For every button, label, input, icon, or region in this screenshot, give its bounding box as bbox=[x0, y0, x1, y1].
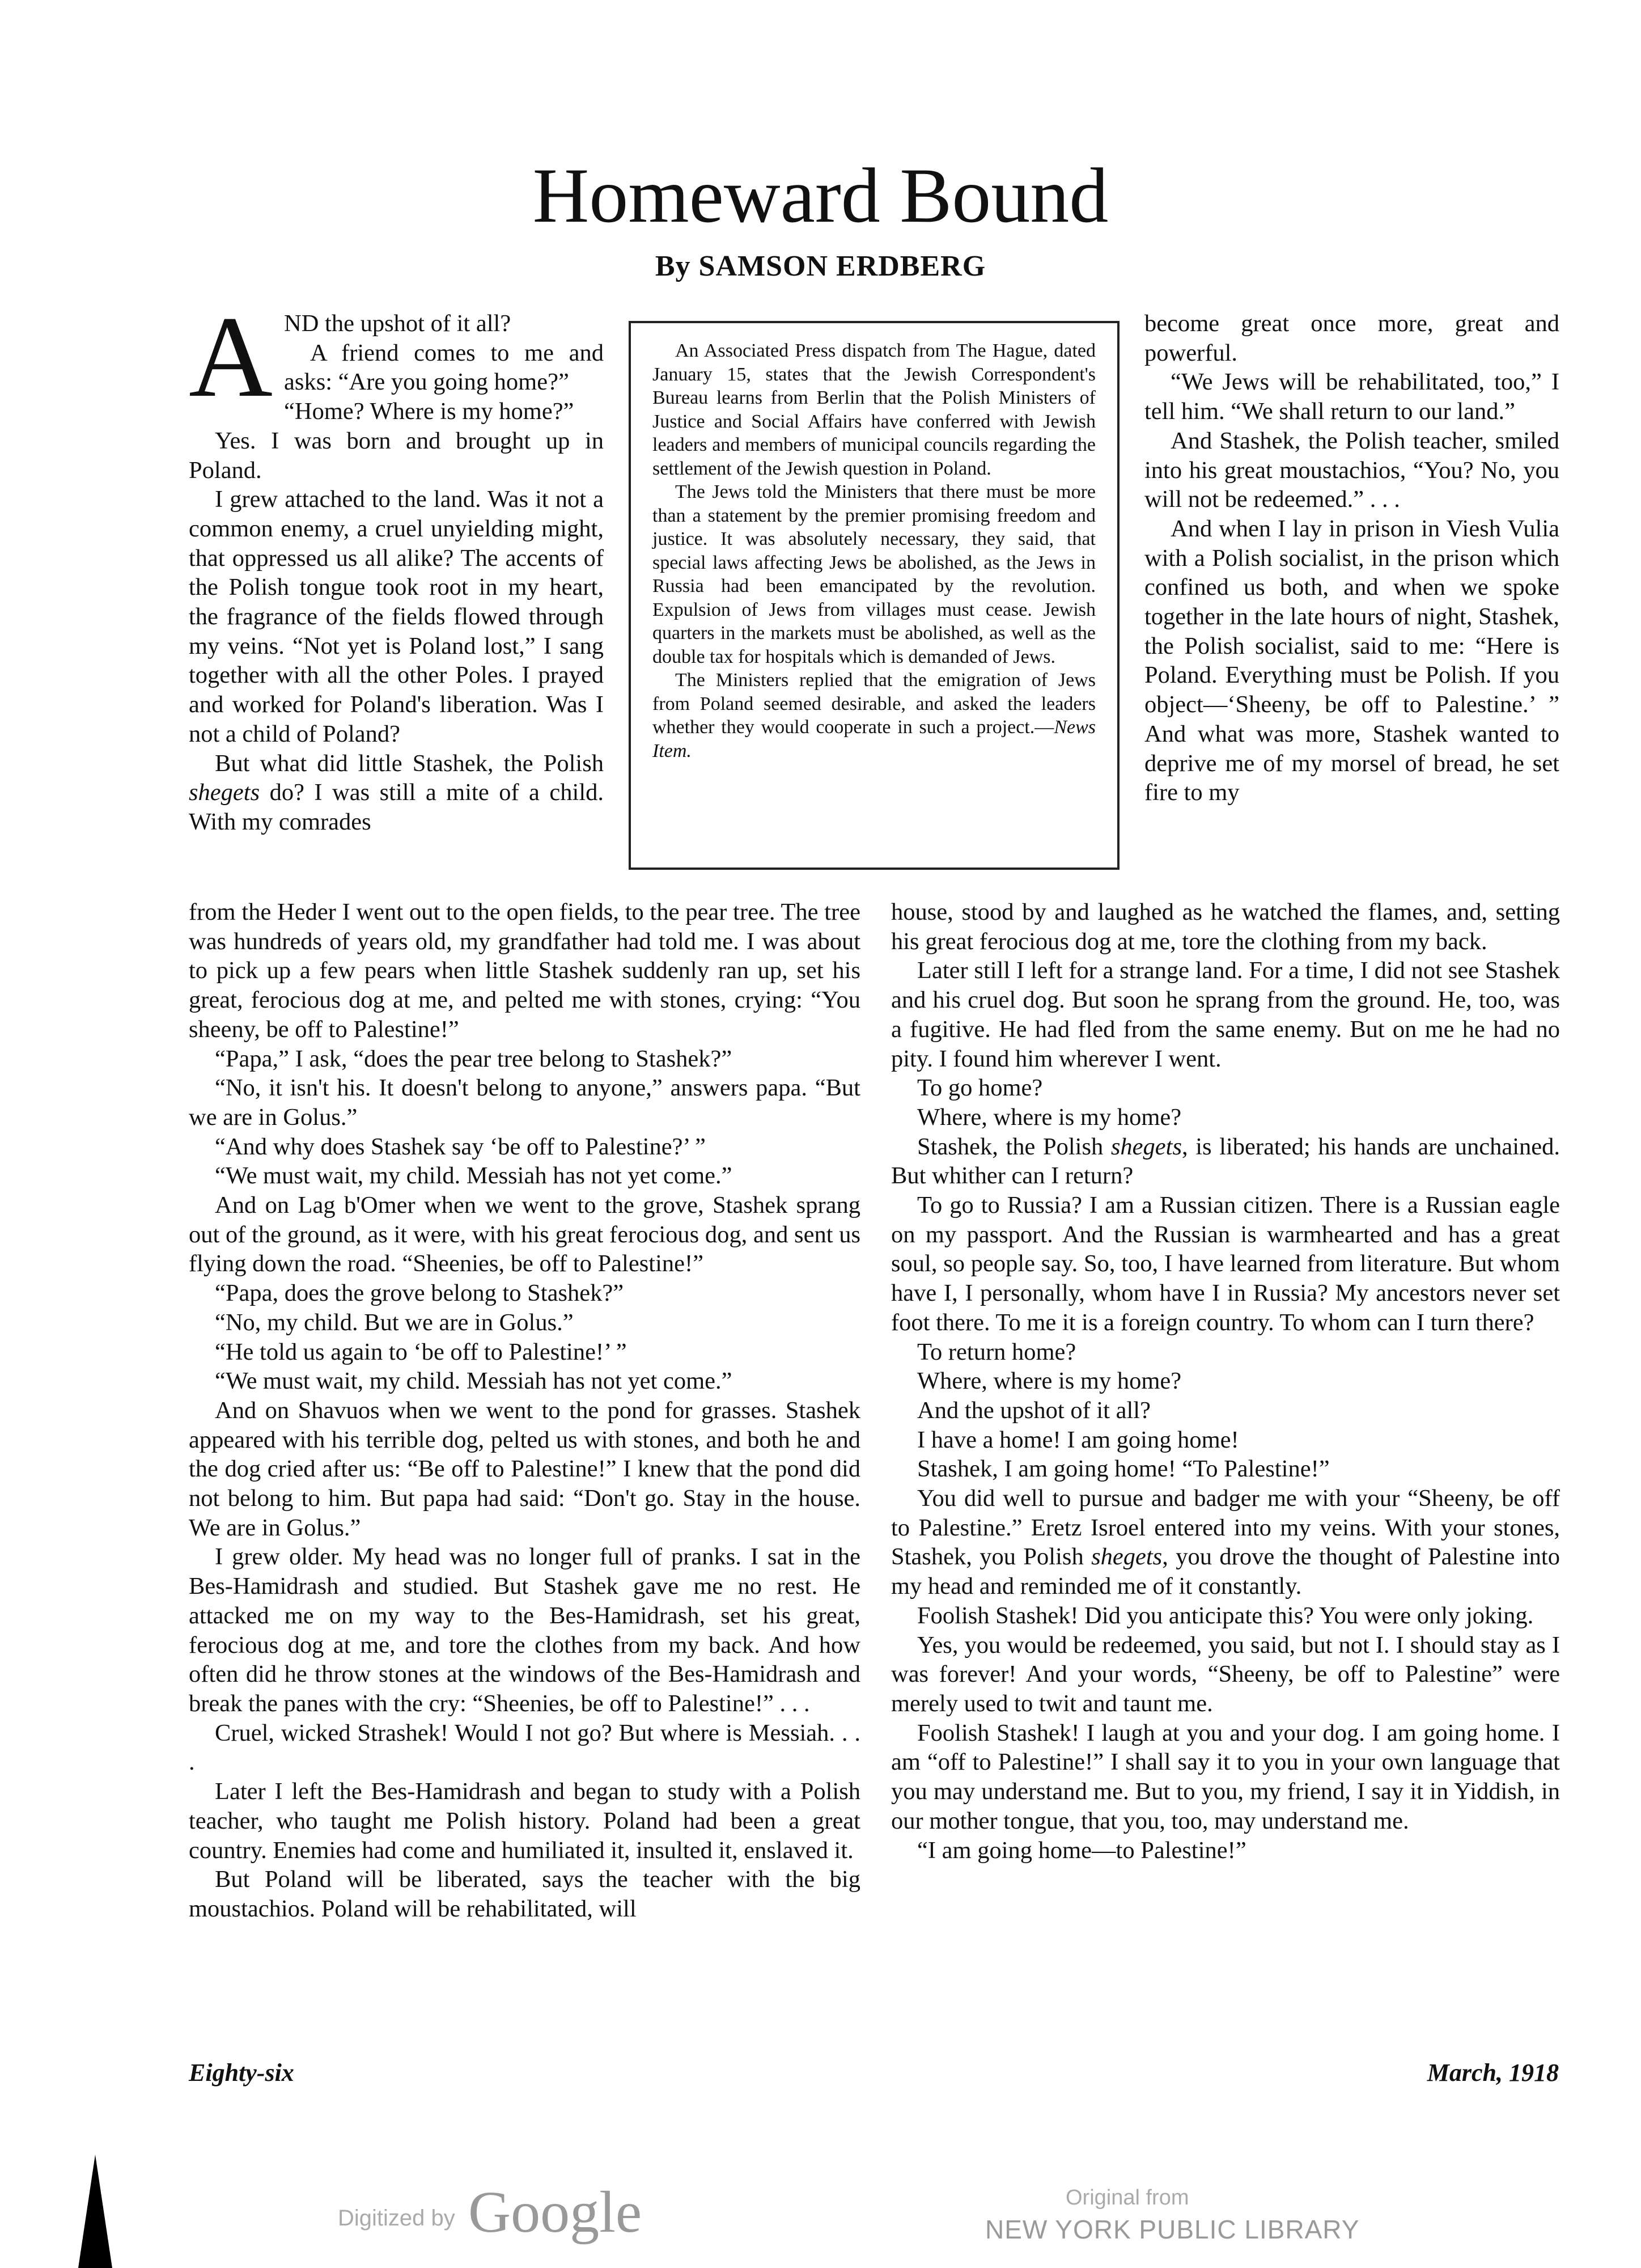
paragraph: “I am going home—to Palestine!” bbox=[917, 1837, 1246, 1864]
paragraph: I grew older. My head was no longer full of pranks. I sat in the Bes-Hamidrash and studied. But Stashek gave me no rest. He attacked me on my way to the Bes-Hamidrash, set his great, ferocious dog at me, and tore the clothes from my back. And how often did he throw stones at the windows of the Bes-Hamidrash and break the panes with the cry: “Sheenies, be off to Palestine!” . . . bbox=[189, 1543, 860, 1717]
scan-artifact bbox=[78, 2155, 112, 2268]
paragraph-text: do? I was still a mite of a child. With my comrades bbox=[189, 779, 604, 835]
paragraph: Foolish Stashek! Did you anticipate this? You were only joking. bbox=[917, 1602, 1534, 1629]
news-text: The Ministers replied that the emigration of Jews from Poland seemed desirable, and asked the leaders whether they would cooperate in such a project.— bbox=[652, 670, 1096, 738]
paragraph bbox=[891, 1132, 1560, 1191]
paragraph bbox=[189, 749, 604, 837]
paragraph: Later I left the Bes-Hamidrash and began to study with a Polish teacher, who taught me Polish history. Poland had been a great country. Enemies had come and humiliated it, insulted it, enslaved it. bbox=[189, 1778, 860, 1864]
paragraph: To go home? bbox=[917, 1074, 1043, 1102]
digitized-label: Digitized by bbox=[338, 2206, 455, 2231]
paragraph: Later still I left for a strange land. For a time, I did not see Stashek and his cruel dog. But soon he sprang from the ground. He, too, was a fugitive. He had fled from the same enemy. But on me he had no pity. I found him wherever I went. bbox=[891, 957, 1560, 1072]
paragraph: But Poland will be liberated, says the teacher with the big moustachios. Poland will be rehabilitated, will bbox=[189, 1866, 860, 1922]
paragraph: “And why does Stashek say ‘be off to Palestine?’ ” bbox=[215, 1133, 706, 1160]
italic-word: shegets bbox=[189, 779, 260, 806]
paragraph-text: ND the upshot of it all? bbox=[284, 310, 511, 337]
paragraph-text: You did well to pursue and badger me with your “Sheeny, be off to Palestine.” Eretz Isroel entered into my veins. With your stones, Stashek, you Polish bbox=[891, 1485, 1560, 1571]
paragraph: “Papa,” I ask, “does the pear tree belong to Stashek?” bbox=[215, 1045, 732, 1072]
news-paragraph: An Associated Press dispatch from The Hague, dated January 15, states that the Jewish Correspondent's Bureau learns from Berlin that the Polish Ministers of Justice and Social Affairs have conferred with Jewish leaders and members of municipal councils regarding the settlement of the Jewish question in Poland. bbox=[652, 340, 1096, 479]
paragraph: Where, where is my home? bbox=[917, 1368, 1182, 1395]
drop-cap: A bbox=[189, 293, 273, 421]
paragraph-text: , you drove the thought of Palestine into my head and reminded me of it constantly. bbox=[891, 1543, 1560, 1600]
paragraph: To return home? bbox=[917, 1338, 1076, 1365]
paragraph: become great once more, great and powerful. bbox=[1144, 310, 1559, 366]
paragraph: Yes, you would be redeemed, you said, but not I. I should stay as I was forever! And your words, “Sheeny, be off to Palestine” were merely used to twit and taunt me. bbox=[891, 1631, 1560, 1717]
paragraph: “Home? Where is my home?” bbox=[284, 398, 574, 425]
paragraph: Stashek, I am going home! “To Palestine!” bbox=[917, 1455, 1330, 1483]
paragraph-text: But what did little Stashek, the Polish bbox=[215, 750, 604, 777]
left-column-top bbox=[189, 293, 604, 837]
news-paragraph: The Jews told the Ministers that there must be more than a statement by the premier promising freedom and justice. It was absolutely necessary, they said, that special laws affecting Jews be abolished, as the Jews in Russia had been emancipated by the revolution. Expulsion of Jews from villages must cease. Jewish quarters in the markets must be abolished, as well as the double tax for hospitals which is demanded of Jews. bbox=[652, 481, 1096, 667]
paragraph: “Papa, does the grove belong to Stashek?” bbox=[215, 1280, 624, 1307]
news-item-box bbox=[629, 321, 1120, 870]
paragraph: “No, my child. But we are in Golus.” bbox=[215, 1309, 574, 1336]
paragraph: “We Jews will be rehabilitated, too,” I tell him. “We shall return to our land.” bbox=[1144, 369, 1559, 425]
paragraph: “We must wait, my child. Messiah has not yet come.” bbox=[215, 1162, 732, 1190]
google-logo: Google bbox=[468, 2180, 642, 2245]
paragraph: To go to Russia? I am a Russian citizen. There is a Russian eagle on my passport. And the Russian is warmhearted and has a great soul, so people say. So, too, I have learned from literature. But whom have I, I personally, whom have I in Russia? My ancestors never set foot there. To me it is a foreign country. To whom can I turn there? bbox=[891, 1192, 1560, 1336]
issue-date: March, 1918 bbox=[1427, 2059, 1559, 2087]
paragraph: house, stood by and laughed as he watched the flames, and, setting his great ferocious dog at me, tore the clothing from my back. bbox=[891, 899, 1560, 955]
paragraph: “He told us again to ‘be off to Palestine!’ ” bbox=[215, 1338, 627, 1365]
paragraph: And the upshot of it all? bbox=[917, 1397, 1151, 1424]
library-name: NEW YORK PUBLIC LIBRARY bbox=[985, 2215, 1360, 2244]
paragraph-text: , is liberated; his hands are unchained. But whither can I return? bbox=[891, 1133, 1560, 1190]
left-column-bottom bbox=[189, 898, 860, 1924]
paragraph: “No, it isn't his. It doesn't belong to anyone,” answers papa. “But we are in Golus.” bbox=[189, 1074, 860, 1131]
paragraph: And Stashek, the Polish teacher, smiled into his great moustachios, “You? No, you will not be redeemed.” . . . bbox=[1144, 427, 1559, 513]
news-source: News Item. bbox=[652, 717, 1096, 761]
article-title: Homeward Bound bbox=[532, 152, 1109, 239]
news-paragraph bbox=[652, 668, 1096, 763]
paragraph-text: Stashek, the Polish bbox=[917, 1133, 1111, 1160]
paragraph: And when I lay in prison in Viesh Vulia with a Polish socialist, in the prison which confined us both, and when we spoke together in the late hours of night, Stashek, the Polish socialist, said to me: “Here is Poland. Everything must be Polish. If you object—‘Sheeny, be off to Palestine.’ ” And what was more, Stashek wanted to deprive me of my morsel of bread, he set fire to my bbox=[1144, 515, 1559, 806]
paragraph: Yes. I was born and brought up in Poland. bbox=[189, 427, 604, 484]
paragraph: from the Heder I went out to the open fields, to the pear tree. The tree was hundreds of years old, my grandfather had told me. I was about to pick up a few pears when little Stashek suddenly ran up, set his great, ferocious dog at me, and pelted me with stones, crying: “You sheeny, be off to Palestine!” bbox=[189, 899, 860, 1043]
paragraph bbox=[891, 1484, 1560, 1601]
italic-word: shegets bbox=[1110, 1133, 1182, 1160]
paragraph: Cruel, wicked Strashek! Would I not go? But where is Messiah. . . . bbox=[189, 1719, 860, 1776]
paragraph: And on Shavuos when we went to the pond for grasses. Stashek appeared with his terrible dog, pelted us with stones, and both he and the dog cried after us: “Be off to Palestine!” I knew that the pond did not belong to him. But papa had said: “Don't go. Stay in the house. We are in Golus.” bbox=[189, 1397, 860, 1541]
paragraph: Foolish Stashek! I laugh at you and your dog. I am going home. I am “off to Palestine!” I shall say it to you in your own language that you may understand me. But to you, my friend, I say it in Yiddish, in our mother tongue, that you, too, may understand me. bbox=[891, 1719, 1560, 1834]
paragraph: Where, where is my home? bbox=[917, 1103, 1182, 1131]
paragraph: And on Lag b'Omer when we went to the grove, Stashek sprang out of the ground, as it were, with his great ferocious dog, and sent us flying down the road. “Sheenies, be off to Palestine!” bbox=[189, 1192, 860, 1277]
page-number: Eighty-six bbox=[189, 2059, 294, 2087]
paragraph: “We must wait, my child. Messiah has not yet come.” bbox=[215, 1368, 732, 1395]
paragraph: A friend comes to me and asks: “Are you going home?” bbox=[284, 339, 604, 396]
original-from-label: Original from bbox=[1066, 2186, 1189, 2210]
right-column-top bbox=[1144, 309, 1559, 807]
paragraph: I grew attached to the land. Was it not a common enemy, a cruel unyielding might, that oppressed us all alike? The accents of the Polish tongue took root in my heart, the fragrance of the fields flowed through my veins. “Not yet is Poland lost,” I sang together with all the other Poles. I prayed and worked for Poland's liberation. Was I not a child of Poland? bbox=[189, 486, 604, 747]
paragraph: I have a home! I am going home! bbox=[917, 1426, 1239, 1453]
right-column-bottom bbox=[891, 898, 1560, 1865]
italic-word: shegets bbox=[1091, 1543, 1163, 1571]
byline: By SAMSON ERDBERG bbox=[655, 250, 986, 282]
